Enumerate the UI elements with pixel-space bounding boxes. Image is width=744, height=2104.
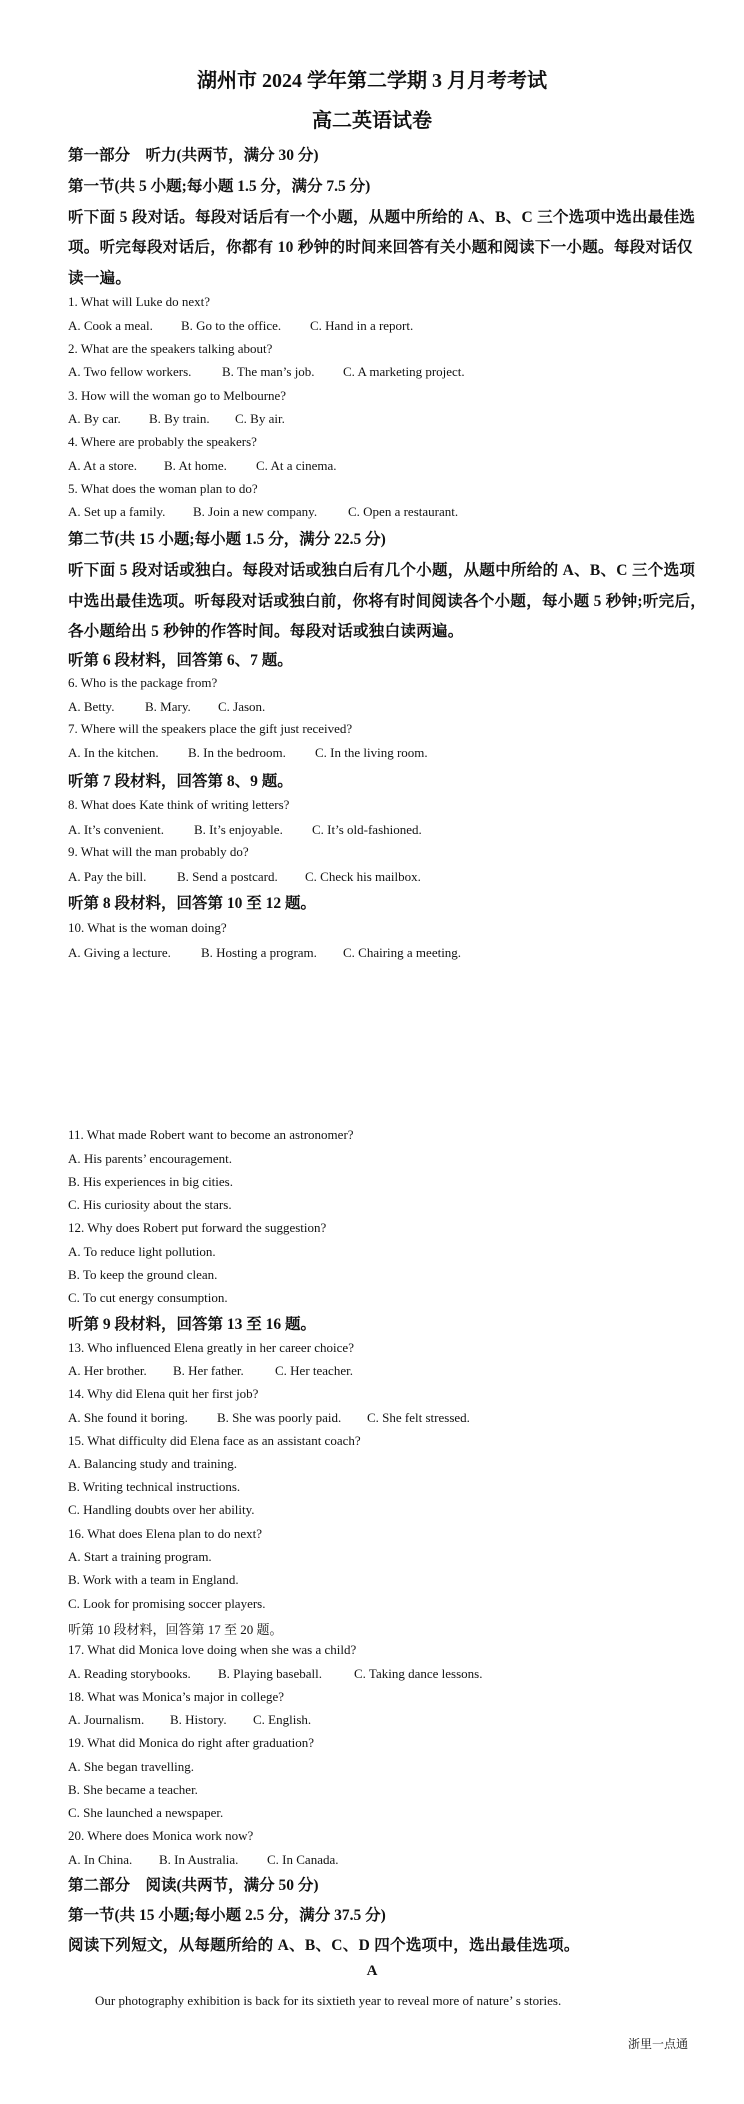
option-c: C. Chairing a meeting. — [343, 945, 462, 960]
option-b: B. Send a postcard. — [177, 869, 278, 884]
option-c: C. English. — [253, 1712, 312, 1727]
option-a: A. At a store. — [68, 458, 137, 473]
question-stem: 11. What made Robert want to become an astronomer? — [68, 1127, 354, 1142]
watermark: 浙里一点通 — [627, 2037, 688, 2051]
option-c: C. Handling doubts over her ability. — [68, 1502, 255, 1517]
question-stem: 10. What is the woman doing? — [68, 920, 227, 935]
question-stem: 13. Who influenced Elena greatly in her career choice? — [68, 1340, 354, 1355]
option-c: C. It’s old-fashioned. — [312, 822, 422, 837]
option-b: B. His experiences in big cities. — [68, 1174, 233, 1189]
option-a: A. It’s convenient. — [68, 822, 165, 837]
option-a: A. She began travelling. — [68, 1759, 194, 1774]
part1-section1-heading: 第一节(共 5 小题;每小题 1.5 分，满分 7.5 分) — [68, 178, 371, 195]
option-a: A. Betty. — [68, 699, 115, 714]
option-a: A. By car. — [68, 411, 121, 426]
option-c: C. To cut energy consumption. — [68, 1290, 228, 1305]
question-stem: 17. What did Monica love doing when she was a child? — [68, 1642, 357, 1657]
option-c: C. Taking dance lessons. — [354, 1666, 483, 1681]
option-b: B. In Australia. — [159, 1852, 239, 1867]
option-b: B. Work with a team in England. — [68, 1572, 239, 1587]
option-c: C. A marketing project. — [343, 364, 465, 379]
part1-heading: 第一部分 听力(共两节，满分 30 分) — [68, 147, 319, 164]
option-a: A. In China. — [68, 1852, 133, 1867]
option-b: B. Writing technical instructions. — [68, 1479, 241, 1494]
option-b: B. The man’s job. — [222, 364, 315, 379]
option-b: B. Her father. — [173, 1363, 244, 1378]
option-a: A. She found it boring. — [68, 1410, 188, 1425]
option-a: A. Giving a lecture. — [68, 945, 171, 960]
option-c: C. Her teacher. — [275, 1363, 353, 1378]
option-c: C. In Canada. — [267, 1852, 339, 1867]
passage-text: Our photography exhibition is back for its sixtieth year to reveal more of nature’ s stories. — [95, 1993, 562, 2008]
option-b: B. Hosting a program. — [201, 945, 317, 960]
material-heading-6: 听第 6 段材料，回答第 6、7 题。 — [68, 652, 293, 669]
instruction-line: 读一遍。 — [68, 270, 132, 287]
question-stem: 2. What are the speakers talking about? — [68, 341, 273, 356]
material-heading-10: 听第 10 段材料，回答第 17 至 20 题。 — [68, 1622, 283, 1637]
instruction-line: 听下面 5 段对话或独白。每段对话或独白后有几个小题，从题中所给的 A、B、C 三个选项 — [68, 562, 696, 579]
question-stem: 15. What difficulty did Elena face as an assistant coach? — [68, 1433, 361, 1448]
question-stem: 19. What did Monica do right after graduation? — [68, 1735, 314, 1750]
option-a: A. Two fellow workers. — [68, 364, 192, 379]
option-a: A. Her brother. — [68, 1363, 147, 1378]
option-b: B. To keep the ground clean. — [68, 1267, 218, 1282]
question-stem: 9. What will the man probably do? — [68, 844, 249, 859]
reading-instruction: 阅读下列短文，从每题所给的 A、B、C、D 四个选项中，选出最佳选项。 — [68, 1937, 580, 1954]
material-heading-7: 听第 7 段材料，回答第 8、9 题。 — [68, 773, 293, 790]
question-stem: 4. Where are probably the speakers? — [68, 434, 257, 449]
option-c: C. At a cinema. — [256, 458, 337, 473]
option-b: B. At home. — [164, 458, 227, 473]
option-b: B. By train. — [149, 411, 210, 426]
option-c: C. By air. — [235, 411, 285, 426]
option-a: A. Journalism. — [68, 1712, 145, 1727]
option-a: A. Pay the bill. — [68, 869, 147, 884]
option-b: B. Join a new company. — [193, 504, 318, 519]
instruction-line: 听下面 5 段对话。每段对话后有一个小题，从题中所给的 A、B、C 三个选项中选出最佳选 — [68, 209, 696, 226]
option-a: A. Set up a family. — [68, 504, 166, 519]
option-c: C. Check his mailbox. — [305, 869, 421, 884]
option-b: B. In the bedroom. — [188, 745, 286, 760]
option-a: A. Cook a meal. — [68, 318, 153, 333]
question-stem: 3. How will the woman go to Melbourne? — [68, 388, 287, 403]
option-b: B. History. — [170, 1712, 227, 1727]
question-stem: 6. Who is the package from? — [68, 675, 218, 690]
instruction-line: 中选出最佳选项。听每段对话或独白前，你将有时间阅读各个小题，每小题 5 秒钟;听完后， — [68, 593, 707, 610]
question-stem: 20. Where does Monica work now? — [68, 1828, 254, 1843]
question-stem: 12. Why does Robert put forward the suggestion? — [68, 1220, 327, 1235]
question-stem: 7. Where will the speakers place the gift just received? — [68, 721, 353, 736]
material-heading-9: 听第 9 段材料，回答第 13 至 16 题。 — [68, 1316, 317, 1333]
option-b: B. It’s enjoyable. — [194, 822, 283, 837]
question-stem: 18. What was Monica’s major in college? — [68, 1689, 285, 1704]
question-stem: 16. What does Elena plan to do next? — [68, 1526, 262, 1541]
option-c: C. In the living room. — [315, 745, 428, 760]
part1-section2-heading: 第二节(共 15 小题;每小题 1.5 分，满分 22.5 分) — [68, 531, 386, 548]
question-stem: 5. What does the woman plan to do? — [68, 481, 258, 496]
question-stem: 14. Why did Elena quit her first job? — [68, 1386, 259, 1401]
option-c: C. Open a restaurant. — [348, 504, 459, 519]
part2-heading: 第二部分 阅读(共两节，满分 50 分) — [68, 1877, 319, 1894]
option-c: C. She launched a newspaper. — [68, 1805, 224, 1820]
option-c: C. Look for promising soccer players. — [68, 1596, 266, 1611]
option-b: B. Playing baseball. — [218, 1666, 322, 1681]
option-b: B. Go to the office. — [181, 318, 282, 333]
passage-label: A — [366, 1963, 378, 1979]
option-c: C. Jason. — [218, 699, 266, 714]
option-c: C. She felt stressed. — [367, 1410, 470, 1425]
option-c: C. Hand in a report. — [310, 318, 414, 333]
option-a: A. To reduce light pollution. — [68, 1244, 216, 1259]
material-heading-8: 听第 8 段材料，回答第 10 至 12 题。 — [68, 895, 317, 912]
option-a: A. In the kitchen. — [68, 745, 159, 760]
option-c: C. His curiosity about the stars. — [68, 1197, 232, 1212]
option-b: B. Mary. — [145, 699, 191, 714]
exam-subtitle: 高二英语试卷 — [312, 110, 432, 132]
question-stem: 1. What will Luke do next? — [68, 294, 211, 309]
question-stem: 8. What does Kate think of writing letters? — [68, 797, 290, 812]
instruction-line: 各小题给出 5 秒钟的作答时间。每段对话或独白读两遍。 — [68, 623, 464, 640]
option-b: B. She became a teacher. — [68, 1782, 198, 1797]
option-a: A. Reading storybooks. — [68, 1666, 191, 1681]
option-b: B. She was poorly paid. — [217, 1410, 342, 1425]
exam-title: 湖州市 2024 学年第二学期 3 月月考考试 — [197, 70, 547, 92]
option-a: A. Start a training program. — [68, 1549, 212, 1564]
instruction-line: 项。听完每段对话后，你都有 10 秒钟的时间来回答有关小题和阅读下一小题。每段对话仅 — [68, 239, 693, 256]
option-a: A. Balancing study and training. — [68, 1456, 237, 1471]
part2-section1-heading: 第一节(共 15 小题;每小题 2.5 分，满分 37.5 分) — [68, 1907, 386, 1924]
option-a: A. His parents’ encouragement. — [68, 1151, 233, 1166]
